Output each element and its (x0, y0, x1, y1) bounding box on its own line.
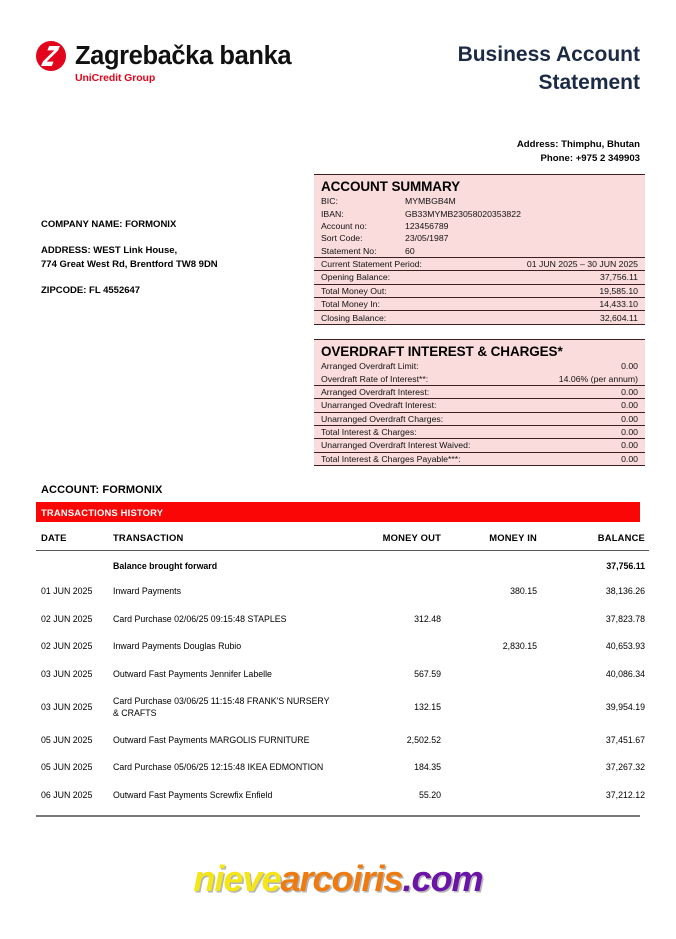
summary-row (314, 297, 645, 310)
summary-row-value: 01 JUN 2025 – 30 JUN 2025 (526, 259, 638, 270)
summary-row (314, 398, 645, 411)
transaction-balance: 38,136.26 (605, 586, 645, 597)
summary-row (314, 425, 645, 438)
bank-phone: Phone: +975 2 349903 (540, 152, 640, 164)
bbf-label: Balance brought forward (113, 561, 218, 571)
transaction-balance: 39,954.19 (605, 701, 645, 712)
summary-row-value: 60 (405, 245, 415, 256)
brand-row (36, 41, 336, 71)
summary-row (314, 438, 645, 451)
summary-row-label: Statement No: (321, 245, 377, 256)
summary-row-value: 0.00 (621, 386, 638, 397)
summary-row-value: 123456789 (405, 220, 449, 231)
summary-row-label: Unarranged Overdraft Charges: (321, 413, 444, 424)
transaction-balance: 40,653.93 (605, 641, 645, 652)
customer-zipcode: ZIPCODE: FL 4552647 (41, 285, 141, 297)
summary-row-label: Total Interest & Charges Payable***: (321, 453, 461, 464)
transaction-money-in: 380.15 (510, 586, 537, 597)
transaction-balance: 37,267.32 (605, 762, 645, 773)
transactions-header-row (36, 530, 649, 551)
summary-row-value: 23/05/1987 (405, 233, 449, 244)
transaction-money-out: 567.59 (414, 668, 441, 679)
customer-address-line1: ADDRESS: WEST Link House, (41, 245, 178, 257)
transactions-table-end-rule (36, 815, 640, 817)
summary-row-label: Total Money In: (321, 299, 380, 310)
transaction-money-in (441, 727, 537, 754)
column-header-money-out: MONEY OUT (382, 532, 441, 543)
document-title-line2: Statement (538, 71, 640, 95)
summary-row-value: 37,756.11 (599, 272, 638, 283)
table-row (36, 688, 649, 727)
transaction-date: 02 JUN 2025 (41, 613, 93, 624)
transaction-money-out (337, 578, 441, 605)
transactions-history-banner: TRANSACTIONS HISTORY (36, 502, 640, 522)
customer-address-line2: 774 Great West Rd, Brentford TW8 9DN (41, 258, 218, 270)
transaction-balance: 37,451.67 (605, 734, 645, 745)
summary-row (314, 232, 645, 244)
transactions-table-body (36, 551, 649, 810)
watermark-part-1: nieve (193, 858, 281, 899)
transaction-description: Card Purchase 03/06/25 11:15:48 FRANK'S NURSERY & CRAFTS (113, 696, 330, 718)
table-row (36, 578, 649, 605)
summary-row-label: Current Statement Period: (321, 259, 422, 270)
transaction-balance: 37,212.12 (605, 789, 645, 800)
summary-row-value: 0.00 (621, 427, 638, 438)
summary-row-label: Arranged Overdraft Limit: (321, 361, 419, 372)
transaction-date: 06 JUN 2025 (41, 789, 93, 800)
transaction-date: 05 JUN 2025 (41, 762, 93, 773)
summary-row-label: Overdraft Rate of Interest**: (321, 373, 429, 384)
summary-row-value: 0.00 (621, 440, 638, 451)
transaction-money-out: 55.20 (418, 789, 441, 800)
summary-row-value: 19,585.10 (599, 285, 638, 296)
column-header-money-in: MONEY IN (489, 532, 537, 543)
transaction-description: Card Purchase 05/06/25 12:15:48 IKEA EDMONTION (113, 762, 324, 773)
transaction-money-in (441, 688, 537, 727)
bank-contact-block (517, 138, 640, 166)
account-identity-list (314, 195, 645, 257)
transaction-money-in (441, 754, 537, 781)
document-title (340, 41, 640, 98)
bbf-date (36, 551, 113, 579)
summary-row-label: BIC: (321, 196, 338, 207)
table-row (36, 606, 649, 633)
summary-row (314, 310, 645, 323)
transaction-money-out: 2,502.52 (406, 734, 441, 745)
summary-row (314, 452, 645, 465)
transaction-description: Inward Payments (113, 586, 181, 597)
summary-row-value: 14,433.10 (599, 299, 638, 310)
table-row (36, 754, 649, 781)
transaction-money-in (441, 606, 537, 633)
table-row (36, 633, 649, 660)
transaction-date: 01 JUN 2025 (41, 586, 93, 597)
summary-row-value: 32,604.11 (599, 312, 638, 323)
transaction-description: Card Purchase 02/06/25 09:15:48 STAPLES (113, 613, 287, 624)
summary-row-value: 0.00 (621, 400, 638, 411)
summary-row-label: Total Money Out: (321, 285, 387, 296)
transaction-description: Outward Fast Payments Screwfix Enfield (113, 789, 273, 800)
transaction-description: Outward Fast Payments MARGOLIS FURNITURE (113, 734, 310, 745)
summary-row (314, 207, 645, 219)
bank-logo (36, 41, 336, 84)
transaction-date: 03 JUN 2025 (41, 668, 93, 679)
summary-row-value: 0.00 (621, 413, 638, 424)
transaction-money-out: 132.15 (414, 701, 441, 712)
zaba-z-mark-icon (36, 41, 66, 71)
summary-row-label: Arranged Overdraft Interest: (321, 386, 430, 397)
account-summary-panel (314, 174, 645, 325)
transactions-table (36, 530, 649, 809)
customer-address-block (41, 244, 301, 271)
transaction-money-out: 312.48 (414, 613, 441, 624)
transaction-date: 02 JUN 2025 (41, 641, 93, 652)
customer-name-block (41, 218, 301, 231)
transaction-money-out (337, 633, 441, 660)
transaction-description: Inward Payments Douglas Rubio (113, 641, 242, 652)
summary-row-label: Sort Code: (321, 233, 363, 244)
summary-row-label: Total Interest & Charges: (321, 427, 417, 438)
customer-zipcode-block (41, 284, 301, 297)
bbf-money-in (441, 551, 537, 579)
document-title-line1: Business Account (457, 43, 640, 66)
watermark (0, 858, 676, 900)
account-heading: ACCOUNT: FORMONIX (41, 484, 163, 496)
summary-row-value: MYMBGB4M (405, 196, 456, 207)
summary-row-label: Closing Balance: (321, 312, 387, 323)
summary-row-value: 0.00 (621, 361, 638, 372)
overdraft-title: OVERDRAFT INTEREST & CHARGES* (321, 344, 563, 359)
summary-row (314, 220, 645, 232)
summary-row (314, 284, 645, 297)
summary-row-value: 14.06% (per annum) (558, 373, 638, 384)
column-header-balance: BALANCE (597, 532, 645, 543)
transaction-date: 03 JUN 2025 (41, 701, 93, 712)
transaction-money-out: 184.35 (414, 762, 441, 773)
bbf-money-out (337, 551, 441, 579)
customer-details (41, 218, 301, 298)
transaction-money-in (441, 782, 537, 809)
account-figures-list (314, 257, 645, 324)
summary-row-label: IBAN: (321, 208, 344, 219)
overdraft-panel (314, 339, 645, 466)
transaction-description: Outward Fast Payments Jennifer Labelle (113, 668, 272, 679)
transaction-money-in: 2,830.15 (502, 641, 537, 652)
column-header-date: DATE (41, 532, 67, 543)
bbf-balance: 37,756.11 (606, 561, 645, 571)
transaction-date: 05 JUN 2025 (41, 734, 93, 745)
transaction-balance: 37,823.78 (605, 613, 645, 624)
account-summary-title: ACCOUNT SUMMARY (321, 179, 460, 194)
table-row (36, 661, 649, 688)
summary-row-label: Unarranged Ovedraft Interest: (321, 400, 437, 411)
transactions-table-head (36, 530, 649, 551)
summary-row (314, 372, 645, 384)
overdraft-plain-list (314, 360, 645, 385)
transaction-money-in (441, 661, 537, 688)
summary-row-label: Opening Balance: (321, 272, 391, 283)
summary-row-label: Account no: (321, 220, 367, 231)
summary-row (314, 270, 645, 283)
balance-brought-forward-row (36, 551, 649, 579)
summary-row (314, 245, 645, 257)
summary-row (314, 412, 645, 425)
transaction-balance: 40,086.34 (605, 668, 645, 679)
watermark-part-2: arcoiris (280, 858, 403, 899)
table-row (36, 782, 649, 809)
summary-row-label: Unarranged Overdraft Interest Waived: (321, 440, 471, 451)
bank-name: Zagrebačka banka (75, 41, 292, 70)
customer-name: COMPANY NAME: FORMONIX (41, 219, 177, 230)
transactions-table-wrap (36, 530, 645, 817)
table-row (36, 727, 649, 754)
summary-row (314, 257, 645, 270)
bank-address: Address: Thimphu, Bhutan (516, 139, 640, 150)
column-header-transaction: TRANSACTION (113, 532, 184, 543)
watermark-part-3: .com (402, 858, 483, 899)
summary-row-value: GB33MYMB23058020353822 (405, 208, 521, 219)
overdraft-ruled-list (314, 385, 645, 465)
summary-row (314, 385, 645, 398)
summary-row-value: 0.00 (621, 453, 638, 464)
summary-row (314, 195, 645, 207)
bank-group-label: UniCredit Group (75, 72, 156, 84)
summary-row (314, 360, 645, 372)
